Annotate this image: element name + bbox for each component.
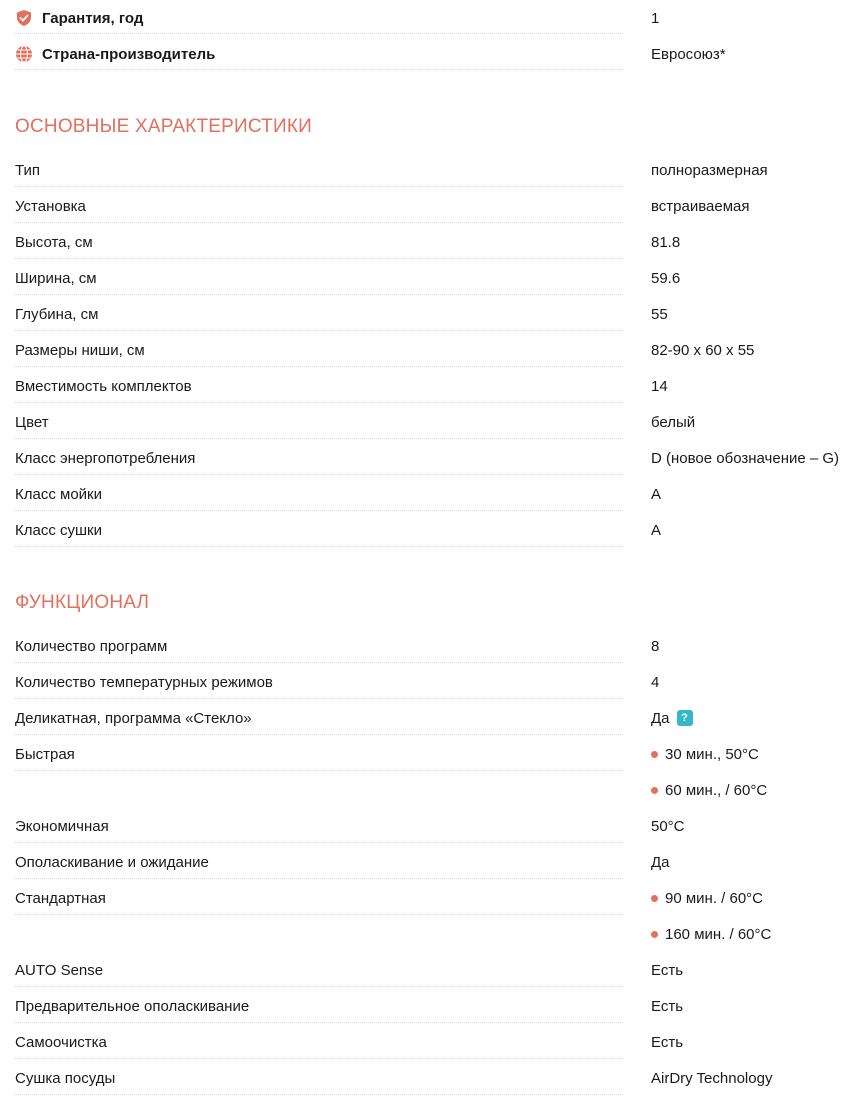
dotted-leader bbox=[15, 770, 623, 771]
spec-label: Ополаскивание и ожидание bbox=[15, 854, 219, 871]
spec-row bbox=[15, 808, 847, 844]
spec-row bbox=[15, 736, 847, 772]
spec-label: Быстрая bbox=[15, 746, 85, 763]
spec-label: Количество температурных режимов bbox=[15, 674, 283, 691]
bullet-icon bbox=[651, 895, 658, 902]
dotted-leader bbox=[15, 402, 623, 403]
spec-row bbox=[15, 772, 847, 808]
spec-value bbox=[651, 674, 659, 691]
shield-check-icon bbox=[15, 9, 33, 27]
spec-label: Вместимость комплектов bbox=[15, 378, 202, 395]
spec-value-text: 90 мин. / 60°C bbox=[665, 889, 764, 907]
spec-value bbox=[651, 198, 750, 215]
dotted-leader bbox=[15, 366, 623, 367]
spec-value bbox=[651, 522, 661, 539]
spec-value-text: 82-90 x 60 x 55 bbox=[651, 341, 755, 359]
dotted-leader bbox=[15, 222, 623, 223]
spec-value bbox=[651, 710, 693, 727]
spec-value-text: AirDry Technology bbox=[651, 1069, 773, 1087]
spec-row bbox=[15, 844, 847, 880]
section-header bbox=[15, 548, 847, 616]
dotted-leader bbox=[15, 734, 623, 735]
spec-value-text: 160 мин. / 60°C bbox=[665, 925, 772, 943]
section-function-rows bbox=[15, 628, 847, 1096]
spec-value-text: 59.6 bbox=[651, 269, 681, 287]
spec-value bbox=[651, 818, 685, 835]
dotted-leader bbox=[15, 1058, 623, 1059]
spec-row bbox=[15, 700, 847, 736]
help-icon[interactable]: ? bbox=[677, 710, 693, 726]
spec-label: Страна-производитель bbox=[42, 46, 225, 63]
dotted-leader bbox=[15, 186, 623, 187]
spec-label: Цвет bbox=[15, 414, 59, 431]
spec-value-text: 50°C bbox=[651, 817, 685, 835]
spec-label: Ширина, см bbox=[15, 270, 107, 287]
spec-label: Экономичная bbox=[15, 818, 119, 835]
spec-value-text: 60 мин., / 60°C bbox=[665, 781, 768, 799]
spec-value bbox=[651, 962, 683, 979]
spec-row bbox=[15, 404, 847, 440]
spec-row bbox=[15, 916, 847, 952]
spec-row bbox=[15, 152, 847, 188]
spec-value bbox=[651, 1034, 683, 1051]
spec-label: Предварительное ополаскивание bbox=[15, 998, 259, 1015]
dotted-leader bbox=[15, 662, 623, 663]
dotted-leader bbox=[15, 698, 623, 699]
spec-label: Сушка посуды bbox=[15, 1070, 125, 1087]
spec-label: Деликатная, программа «Стекло» bbox=[15, 710, 262, 727]
spec-value-text: белый bbox=[651, 413, 696, 431]
spec-value-text: A bbox=[651, 521, 662, 539]
spec-row bbox=[15, 332, 847, 368]
spec-label: Стандартная bbox=[15, 890, 116, 907]
spec-label: Гарантия, год bbox=[42, 10, 153, 27]
spec-row bbox=[15, 1024, 847, 1060]
spec-value-text: A bbox=[651, 485, 662, 503]
spec-value bbox=[651, 270, 680, 287]
spec-value bbox=[651, 638, 659, 655]
dotted-leader bbox=[15, 33, 623, 34]
dotted-leader bbox=[15, 1094, 623, 1095]
spec-row bbox=[15, 512, 847, 548]
dotted-leader bbox=[15, 330, 623, 331]
spec-value-text: D (новое обозначение – G) bbox=[651, 449, 840, 467]
spec-value bbox=[651, 1070, 772, 1087]
spec-row bbox=[15, 880, 847, 916]
spec-row bbox=[15, 296, 847, 332]
dotted-leader bbox=[15, 258, 623, 259]
dotted-leader bbox=[15, 546, 623, 547]
spec-value bbox=[651, 414, 695, 431]
spec-value bbox=[651, 746, 759, 763]
spec-row bbox=[15, 476, 847, 512]
spec-row bbox=[15, 952, 847, 988]
spec-value-text: 8 bbox=[651, 637, 660, 655]
spec-value-text: 55 bbox=[651, 305, 668, 323]
section-title: ФУНКЦИОНАЛ bbox=[15, 592, 150, 613]
bullet-icon bbox=[651, 787, 658, 794]
spec-label: Глубина, см bbox=[15, 306, 108, 323]
spec-value-text: Да bbox=[651, 709, 670, 727]
spec-value-text: 30 мин., 50°C bbox=[665, 745, 759, 763]
dotted-leader bbox=[15, 842, 623, 843]
dotted-leader bbox=[15, 294, 623, 295]
spec-row bbox=[15, 664, 847, 700]
dotted-leader bbox=[15, 986, 623, 987]
spec-label: Класс мойки bbox=[15, 486, 112, 503]
spec-row-warranty bbox=[15, 0, 847, 36]
dotted-leader bbox=[15, 69, 623, 70]
dotted-leader bbox=[15, 510, 623, 511]
bullet-icon bbox=[651, 751, 658, 758]
spec-value bbox=[651, 306, 668, 323]
spec-value-text: 4 bbox=[651, 673, 660, 691]
spec-row bbox=[15, 440, 847, 476]
spec-row bbox=[15, 988, 847, 1024]
spec-value bbox=[651, 890, 763, 907]
section-title: ОСНОВНЫЕ ХАРАКТЕРИСТИКИ bbox=[15, 116, 312, 137]
spec-row bbox=[15, 224, 847, 260]
globe-icon bbox=[15, 45, 33, 63]
spec-value-text: Да bbox=[651, 853, 670, 871]
spec-label: Высота, см bbox=[15, 234, 103, 251]
dotted-leader bbox=[15, 914, 623, 915]
spec-value bbox=[651, 342, 754, 359]
spec-value bbox=[651, 450, 839, 467]
spec-value-text: полноразмерная bbox=[651, 161, 768, 179]
spec-value: 1 bbox=[651, 9, 660, 27]
spec-row bbox=[15, 260, 847, 296]
spec-value-text: Есть bbox=[651, 997, 684, 1015]
spec-label: Класс энергопотребления bbox=[15, 450, 205, 467]
spec-value-text: 14 bbox=[651, 377, 668, 395]
spec-label: Установка bbox=[15, 198, 96, 215]
section-main-rows bbox=[15, 152, 847, 548]
spec-row-country bbox=[15, 36, 847, 72]
spec-row bbox=[15, 368, 847, 404]
spec-value bbox=[651, 926, 771, 943]
spec-row bbox=[15, 1060, 847, 1096]
spec-value bbox=[651, 378, 668, 395]
dotted-leader bbox=[15, 438, 623, 439]
spec-value-text: Есть bbox=[651, 961, 684, 979]
spec-label: Класс сушки bbox=[15, 522, 112, 539]
spec-value bbox=[651, 854, 670, 871]
spec-row bbox=[15, 628, 847, 664]
spec-row bbox=[15, 188, 847, 224]
dotted-leader bbox=[15, 878, 623, 879]
bullet-icon bbox=[651, 931, 658, 938]
spec-value bbox=[651, 486, 661, 503]
spec-value: Евросоюз* bbox=[651, 45, 726, 63]
spec-value bbox=[651, 998, 683, 1015]
spec-label: Размеры ниши, см bbox=[15, 342, 155, 359]
dotted-leader bbox=[15, 1022, 623, 1023]
spec-label: AUTO Sense bbox=[15, 962, 113, 979]
spec-label: Количество программ bbox=[15, 638, 177, 655]
section-header bbox=[15, 72, 847, 140]
spec-value-text: 81.8 bbox=[651, 233, 681, 251]
spec-value bbox=[651, 782, 767, 799]
spec-label: Самоочистка bbox=[15, 1034, 117, 1051]
spec-value-text: встраиваемая bbox=[651, 197, 750, 215]
spec-value-text: Есть bbox=[651, 1033, 684, 1051]
spec-label: Тип bbox=[15, 162, 50, 179]
spec-value bbox=[651, 162, 768, 179]
dotted-leader bbox=[15, 474, 623, 475]
spec-value bbox=[651, 234, 680, 251]
